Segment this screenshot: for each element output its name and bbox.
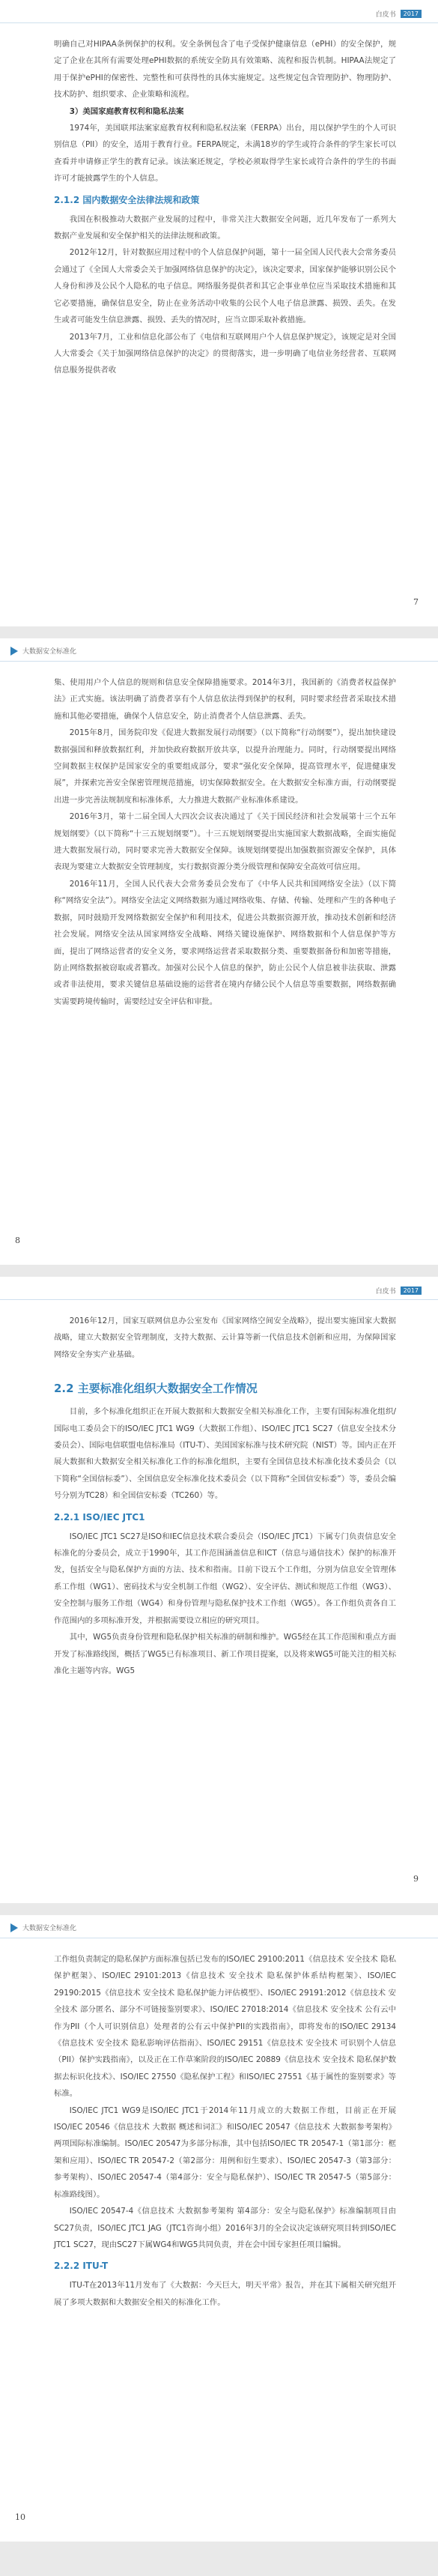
body-paragraph: ISO/IEC JTC1 SC27是ISO和IEC信息技术联合委员会（ISO/IEC JTC1）下属专门负责信息安全标准化的分委员会，成立于1990年，其工作范围涵盖信息和ICT（信息与通信技术）保护的标准开发，包括安全与隐私保护方面的方法、技术和指南。目前下设五个工作组，分别为信息安全管理体系工作组（WG1）、密码技术与安全机制工作组（WG2）、安全评估、测试和规范工作组（WG3）、安全控制与服务工作组（WG4）和身份管理与隐私保护技术工作组（WG5）。各工作组负责各自工作范围内的多项标准开发，并根据需要设立相应的研究项目。 [54, 1532, 396, 1625]
body-paragraph: 1974年，美国联邦法案家庭教育权利和隐私权法案（FERPA）出台，用以保护学生的个人可识别信息（PII）的安全，适用于教育行业。FERPA规定，未满18岁的学生或符合条件的学生家长可以查看并申请修正学生的教育记录。该法案还规定，学校必须取得学生家长或符合条件的学生的书面许可才能披露学生的个人信息。 [54, 124, 396, 184]
header-rule [0, 1299, 438, 1300]
page-body [54, 674, 396, 1010]
header-year-badge: 2017 [401, 10, 422, 18]
page-body [54, 1951, 396, 2311]
subsection-heading: 2.2.2 ITU-T [54, 2261, 109, 2272]
body-paragraph: 集、使用用户个人信息的规则和信息安全保障措施要求。2014年3月，我国新的《消费者权益保护法》正式实施。该法明确了消费者享有个人信息依法得到保护的权利，同时要求经营者采取技术措施和其他必要措施，确保个人信息安全，防止消费者个人信息泄露、丢失。 [54, 678, 396, 721]
page-body [54, 1313, 396, 1679]
body-paragraph: 我国在积极推动大数据产业发展的过程中，非常关注大数据安全问题，近几年发布了一系列大数据产业发展和安全保护相关的法律法规和政策。 [54, 214, 396, 241]
page-body [54, 36, 396, 379]
body-paragraph: 目前，多个标准化组织正在开展大数据和大数据安全相关标准化工作，主要有国际标准化组织/国际电工委员会下的ISO/IEC JTC1 WG9（大数据工作组）、ISO/IEC JTC1 SC27（信息安全技术分委员会）、国际电信联盟电信标准局（ITU-T）、美国国家标准与技术研究院（NIST）等。国内正在开展大数据和大数据安全相关标准化工作的标准化组织，主要有全国信息技术标准化技术委员会（以下简称“全国信标委”）、全国信息安全标准化技术委员会（以下简称“全国信安标委”）等，委员会编号分别为TC28）和全国信安标委（TC260）等。 [54, 1407, 396, 1501]
body-paragraph: 2016年11月，全国人民代表大会常务委员会发布了《中华人民共和国网络安全法》（以下简称“网络安全法”）。网络安全法定义网络数据为通过网络收集、存储、传输、处理和产生的各种电子数据，同时鼓励开发网络数据安全保护和利用技术，促进公共数据资源开放，推动技术创新和经济社会发展。网络安全法从国家网络安全战略、网络关键设施保护、网络数据和个人信息保护等方面，提出了网络运营者的安全义务，要求网络运营者采取数据分类、重要数据备份和加密等措施，防止网络数据被窃取或者篡改。加强对公民个人信息的保护，防止公民个人信息被非法获取、泄露或者非法使用，要求关键信息基础设施的运营者在境内存储公民个人信息等重要数据，网络数据确实需要跨境传输时，需要经过安全评估和审批。 [54, 879, 396, 1006]
page-header [10, 646, 76, 656]
page-9 [0, 1277, 438, 1903]
header-rule [0, 661, 438, 662]
subsection-heading: 2.1.2 国内数据安全法律法规和政策 [54, 194, 200, 205]
page-header [10, 1923, 76, 1932]
body-paragraph: ISO/IEC 20547-4《信息技术 大数据参考架构 第4部分：安全与隐私保护》标准编制项目由SC27负责，ISO/IEC JTC1 JAG（JTC1咨询小组）2016年3月的全会议决定该研究项目转到ISO/IEC JTC1 SC27，现由SC27下属WG4和WG5共同负责，并在会中国专家担任项目编辑。 [54, 2207, 396, 2249]
body-paragraph: 2016年3月，第十二届全国人大四次会议表决通过了《关于国民经济和社会发展第十三个五年规划纲要》（以下简称“十三五规划纲要”）。十三五规划纲要提出实施国家大数据战略，全面实施促进大数据发展行动，同时要求完善大数据安全保障。该规划纲要提出加强数据资源安全保护，具体表现为要建立大数据安全管理制度，实行数据资源分类分级管理和保障安全高效可信应用。 [54, 812, 396, 872]
page-number: 9 [413, 1874, 419, 1884]
numbered-subheading: 3）美国家庭教育权利和隐私法案 [69, 106, 184, 116]
header-title: 大数据安全标准化 [22, 1925, 77, 1932]
section-heading: 2.2 主要标准化组织大数据安全工作情况 [54, 1382, 258, 1396]
header-year-badge: 2017 [401, 1287, 422, 1295]
page-number: 8 [15, 1236, 20, 1245]
body-paragraph: 工作组负责制定的隐私保护方面标准包括已发布的ISO/IEC 29100:2011《信息技术 安全技术 隐私保护框架》、ISO/IEC 29101:2013《信息技术 安全技术 隐私保护体系结构框架》、ISO/IEC 29190:2015《信息技术 安全技术 隐私保护能力评估模型》、ISO/IEC 29191:2012《信息技术 安全技术 部分匿名、部分不可链接鉴别要求》、ISO/IEC 27018:2014《信息技术 安全技术 公有云中作为PII（个人可识别信息）处理者的公有云中保护PII的实践指南》，即将发布的ISO/IEC 29134《信息技术 安全技术 隐私影响评估指南》、ISO/IEC 29151《信息技术 安全技术 可识别个人信息（PII）保护实践指南》，以及正在工作草案阶段的ISO/IEC 20889《信息技术 安全技术 隐私保护数据去标识化技术》、ISO/IEC 27550《隐私保护工程》和ISO/IEC 27551《基于属性的鉴别要求》等标准。 [54, 1955, 396, 2099]
triangle-logo-icon [10, 647, 18, 656]
page-number: 7 [413, 597, 419, 607]
header-title: 白皮书 [375, 11, 396, 19]
body-paragraph: 2013年7月，工业和信息化部公布了《电信和互联网用户个人信息保护规定》，该规定是对全国人大常委会《关于加强网络信息保护的决定》的贯彻落实，进一步明确了电信业务经营者、互联网信息服务提供者收 [54, 332, 396, 375]
body-paragraph: 2015年8月，国务院印发《促进大数据发展行动纲要》（以下简称“行动纲要”），提出加快建设数据强国和释放数据红利，并加快政府数据开放共享，以提升治理能力。同时，行动纲要提出网络空间数据主权保护是国家安全的重要组成部分，要求“强化安全保障，提高管理水平，促进健康发展”，并探索完善安全保密管理规范措施，切实保障数据安全。在大数据安全标准方面，行动纲要提出进一步完善法规制度和标准体系，大力推进大数据产业标准体系建设。 [54, 728, 396, 805]
page-header [376, 9, 422, 19]
page-7 [0, 0, 438, 626]
body-paragraph: 其中，WG5负责身份管理和隐私保护相关标准的研制和维护。WG5经在其工作范围和重点方面开发了标准路线图，概括了WG5已有标准项目、新工作项目提案，以及将来WG5可能关注的相关标准化主题等内容。WG5 [54, 1633, 396, 1675]
page-number: 10 [15, 2512, 25, 2522]
body-paragraph: 2012年12月，针对数据应用过程中的个人信息保护问题，第十一届全国人民代表大会常务委员会通过了《全国人大常委会关于加强网络信息保护的决定》，该决定要求，国家保护能够识别公民个人身份和涉及公民个人隐私的电子信息。网络服务提供者和其它企事业单位应当采取技术措施和其它必要措施，确保信息安全，防止在业务活动中收集的公民个人电子信息泄露、损毁、丢失。在发生或者可能发生信息泄露、损毁、丢失的情况时，应当立即采取补救措施。 [54, 248, 396, 325]
body-paragraph: ISO/IEC JTC1 WG9是ISO/IEC JTC1于2014年11月成立的大数据工作组，目前正在开展ISO/IEC 20546《信息技术 大数据 概述和词汇》和ISO/IEC 20547《信息技术 大数据参考架构》两项国际标准编制。ISO/IEC 20547为多部分标准，其中包括ISO/IEC TR 20547-1（第1部分：框架和应用）、ISO/IEC TR 20547-2（第2部分：用例和衍生要求）、ISO/IEC 20547-3（第3部分：参考架构）、ISO/IEC 20547-4（第4部分：安全与隐私保护）、ISO/IEC TR 20547-5（第5部分：标准路线图）。 [54, 2105, 396, 2199]
body-paragraph: ITU-T在2013年11月发布了《大数据：今天巨大，明天平常》报告，并在其下属相关研究组开展了多项大数据和大数据安全相关的标准化工作。 [54, 2281, 396, 2307]
page-8 [0, 638, 438, 1265]
page-10 [0, 1915, 438, 2542]
header-title: 白皮书 [375, 1288, 396, 1295]
body-paragraph: 明确自己对HIPAA条例保护的权利。安全条例包含了电子受保护健康信息（ePHI）的安全保护，规定了企业在其所有需要处理ePHI数据的系统安全防具有效策略、流程和报告机制。HIPAA法规定了用于保护ePHI的保密性、完整性和可获得性的具体实施规定。这些规定包含管理防护、物理防护、技术防护、组织要求、企业策略和流程。 [54, 40, 396, 100]
header-title: 大数据安全标准化 [22, 648, 77, 656]
body-paragraph: 2016年12月，国家互联网信息办公室发布《国家网络空间安全战略》，提出要实施国家大数据战略，建立大数据安全管理制度，支持大数据、云计算等新一代信息技术创新和应用，为保障国家网络安全夯实产业基础。 [54, 1316, 396, 1359]
triangle-logo-icon [10, 1923, 18, 1932]
header-rule [0, 22, 438, 23]
page-header [376, 1286, 422, 1295]
subsection-heading: 2.2.1 ISO/IEC JTC1 [54, 1511, 145, 1523]
